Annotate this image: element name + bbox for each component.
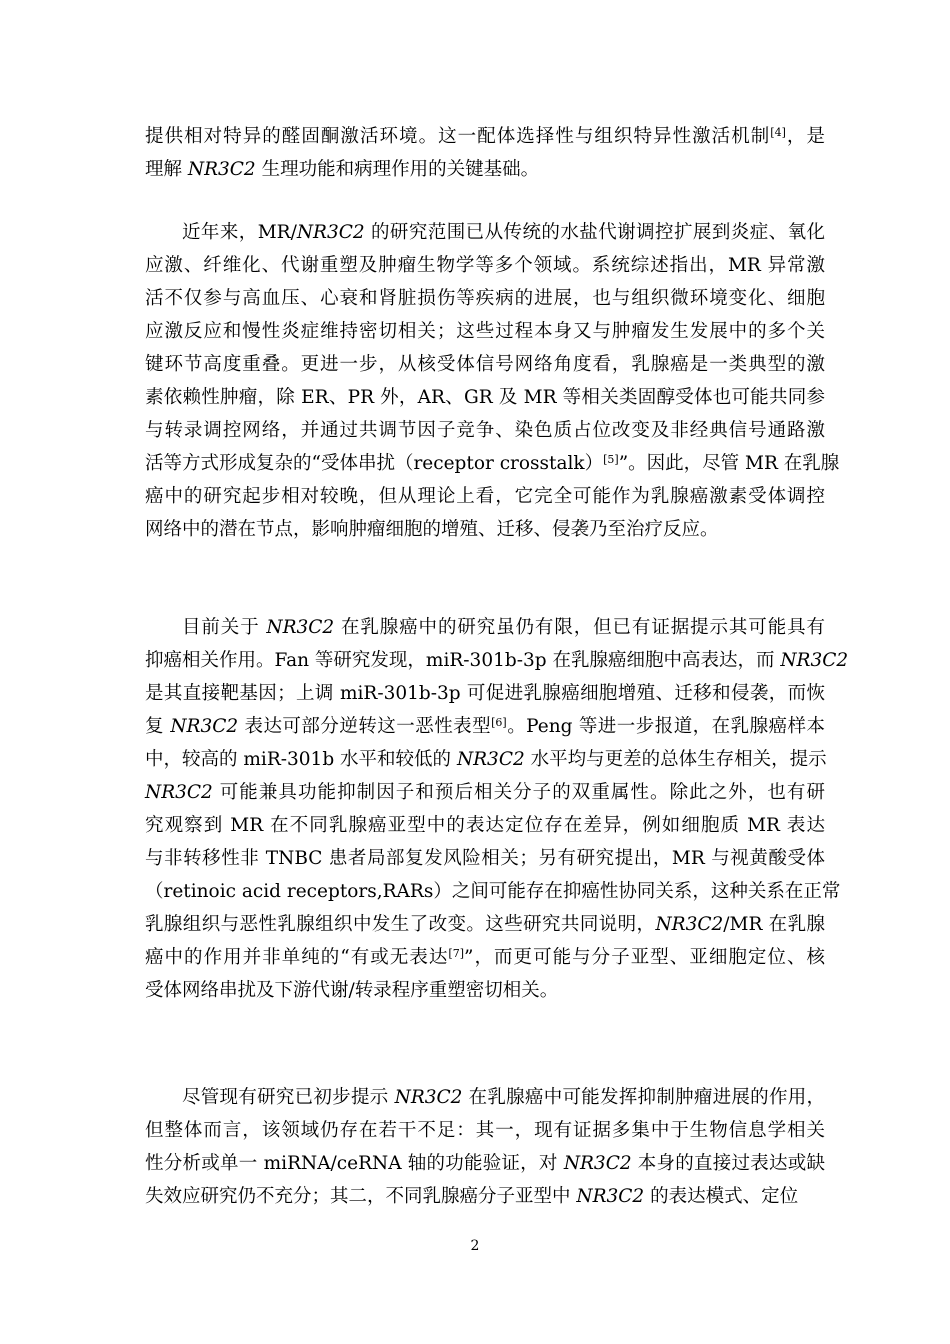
text-run: （retinoic acid receptors,RARs）之间可能存在抑癌性协同关系，这种关系在正常	[145, 881, 841, 902]
text-run: 复	[145, 716, 171, 737]
text-line	[145, 710, 825, 743]
citation-marker: [6]	[491, 716, 507, 729]
text-run: 可能兼具功能抑制因子和预后相关分子的双重属性。除此之外，也有研	[212, 782, 825, 803]
text-line	[145, 875, 841, 908]
text-run: 是其直接靶基因；上调 miR-301b-3p 可促进乳腺癌细胞增殖、迁移和侵袭，而恢	[145, 683, 825, 704]
text-run: 中，较高的 miR-301b 水平和较低的	[145, 749, 457, 770]
text-run: ”。因此，尽管 MR 在乳腺	[618, 453, 840, 474]
text-run: 与转录调控网络，并通过共调节因子竞争、染色质占位改变及非经典信号通路激	[145, 420, 825, 441]
text-run: 的研究范围已从传统的水盐代谢调控扩展到炎症、氧化	[364, 222, 826, 243]
text-line	[145, 1147, 825, 1180]
text-line	[145, 480, 825, 513]
text-line	[145, 447, 840, 480]
gene-name: NR3C2	[296, 222, 365, 243]
text-run: 失效应研究仍不充分；其二，不同乳腺癌分子亚型中	[145, 1186, 577, 1207]
text-run: 生理功能和病理作用的关键基础。	[255, 159, 540, 180]
text-line	[145, 315, 825, 348]
text-line	[145, 611, 825, 644]
text-line	[145, 677, 825, 710]
citation-marker: [7]	[448, 947, 465, 960]
text-run: 本身的直接过表达或缺	[631, 1153, 825, 1174]
gene-name: NR3C2	[780, 650, 849, 671]
text-run: 网络中的潜在节点，影响肿瘤细胞的增殖、迁移、侵袭乃至治疗反应。	[145, 519, 719, 540]
text-run: 乳腺组织与恶性乳腺组织中发生了改变。这些研究共同说明，	[145, 914, 656, 935]
text-line	[145, 513, 825, 546]
text-run: 究观察到 MR 在不同乳腺癌亚型中的表达定位存在差异，例如细胞质 MR 表达	[145, 815, 825, 836]
paragraph	[145, 216, 840, 546]
text-run: 目前关于	[182, 617, 267, 638]
text-run: 但整体而言，该领域仍存在若干不足：其一，现有证据多集中于生物信息学相关	[145, 1120, 825, 1141]
gene-name: NR3C2	[145, 782, 213, 803]
text-run: 应激反应和慢性炎症维持密切相关；这些过程本身又与肿瘤发生发展中的多个关	[145, 321, 825, 342]
gene-name: NR3C2	[170, 716, 239, 737]
page-number: 2	[470, 1238, 480, 1254]
text-run: 键环节高度重叠。更进一步，从核受体信号网络角度看，乳腺癌是一类典型的激	[145, 354, 825, 375]
text-run: 水平均与更差的总体生存相关，提示	[524, 749, 827, 770]
text-run: 尽管现有研究已初步提示	[182, 1087, 395, 1108]
text-run: 应激、纤维化、代谢重塑及肿瘤生物学等多个领域。系统综述指出，MR 异常激	[145, 255, 825, 276]
text-line	[145, 941, 825, 974]
text-run: 在乳腺癌中可能发挥抑制肿瘤进展的作用，	[462, 1087, 825, 1108]
text-line	[145, 120, 825, 153]
gene-name: NR3C2	[576, 1186, 645, 1207]
text-run: 癌中的作用并非单纯的“有或无表达	[145, 947, 449, 968]
text-run: 的表达模式、定位	[644, 1186, 799, 1207]
text-line	[145, 842, 825, 875]
text-line	[145, 809, 825, 842]
text-run: 理解	[145, 159, 188, 180]
text-run: 素依赖性肿瘤，除 ER、PR 外，AR、GR 及 MR 等相关类固醇受体也可能共同参	[145, 387, 825, 408]
text-run: 受体网络串扰及下游代谢/转录程序重塑密切相关。	[145, 980, 559, 1001]
gene-name: NR3C2	[655, 914, 724, 935]
citation-marker: [5]	[603, 453, 619, 466]
text-run: ，是	[785, 126, 825, 147]
text-run: 活等方式形成复杂的“受体串扰（receptor crosstalk）	[145, 453, 604, 474]
text-run: 。Peng 等进一步报道，在乳腺癌样本	[506, 716, 825, 737]
paragraph	[145, 1081, 825, 1213]
gene-name: NR3C2	[394, 1087, 463, 1108]
text-line	[145, 414, 825, 447]
text-run: /MR 在乳腺	[723, 914, 825, 935]
text-run: ”，而更可能与分子亚型、亚细胞定位、核	[464, 947, 825, 968]
gene-name: NR3C2	[266, 617, 335, 638]
text-line	[145, 776, 825, 809]
text-line	[145, 1180, 825, 1213]
text-run: 与非转移性非 TNBC 患者局部复发风险相关；另有研究提出，MR 与视黄酸受体	[145, 848, 825, 869]
text-run: 癌中的研究起步相对较晚，但从理论上看，它完全可能作为乳腺癌激素受体调控	[145, 486, 825, 507]
text-line	[145, 1114, 825, 1147]
text-line	[145, 153, 825, 186]
text-line	[145, 974, 825, 1007]
text-run: 近年来，MR/	[182, 222, 297, 243]
text-line	[145, 908, 825, 941]
text-line	[145, 348, 825, 381]
text-line	[145, 282, 825, 315]
text-run: 性分析或单一 miRNA/ceRNA 轴的功能验证，对	[145, 1153, 564, 1174]
text-line	[145, 1081, 825, 1114]
text-line	[145, 644, 849, 677]
text-run: 提供相对特异的醛固酮激活环境。这一配体选择性与组织特异性激活机制	[145, 126, 771, 147]
text-run: 表达可部分逆转这一恶性表型	[238, 716, 492, 737]
text-run: 抑癌相关作用。Fan 等研究发现，miR-301b-3p 在乳腺癌细胞中高表达，而	[145, 650, 781, 671]
gene-name: NR3C2	[563, 1153, 632, 1174]
citation-marker: [4]	[770, 126, 786, 139]
text-line	[145, 381, 825, 414]
text-run: 活不仅参与高血压、心衰和肾脏损伤等疾病的进展，也与组织微环境变化、细胞	[145, 288, 825, 309]
paragraph	[145, 120, 825, 186]
gene-name: NR3C2	[187, 159, 256, 180]
gene-name: NR3C2	[456, 749, 525, 770]
paragraph	[145, 611, 849, 1007]
text-line	[145, 216, 825, 249]
text-line	[145, 743, 825, 776]
text-run: 在乳腺癌中的研究虽仍有限，但已有证据提示其可能具有	[334, 617, 825, 638]
text-line	[145, 249, 825, 282]
